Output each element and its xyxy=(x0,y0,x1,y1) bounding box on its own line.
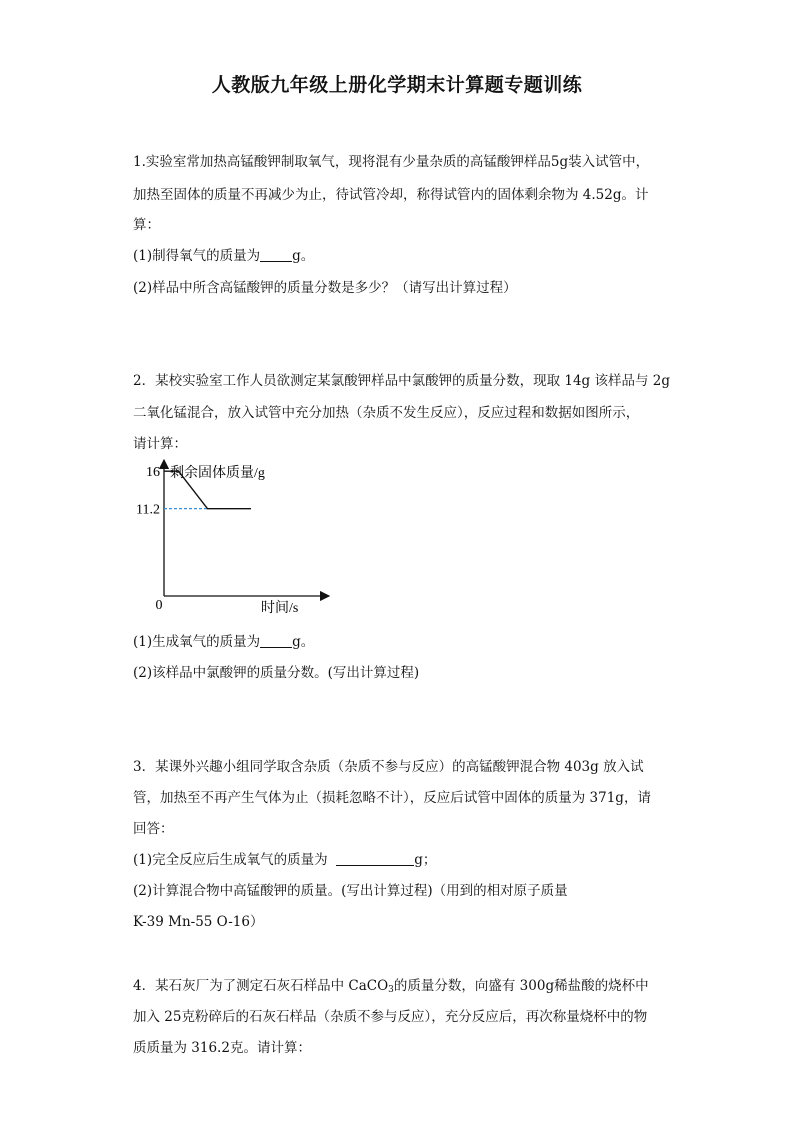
answer-blank[interactable] xyxy=(336,851,414,866)
q1-part-1-text: (1)制得氧气的质量为 xyxy=(133,248,261,264)
q3-line-2: 管，加热至不再产生气体为止（损耗忽略不计），反应后试管中固体的质量为 371g，请 xyxy=(133,790,651,806)
q3-part-1 xyxy=(133,848,436,868)
q2-line-3: 请计算： xyxy=(133,436,187,452)
q3-line-3: 回答： xyxy=(133,821,174,837)
q3-part-2: (2)计算混合物中高锰酸钾的质量。(写出计算过程)（用到的相对原子质量 xyxy=(133,883,568,899)
y-tick-label: 16 xyxy=(146,465,160,481)
q3-part-1-text: (1)完全反应后生成氧气的质量为 xyxy=(133,852,328,868)
q3-part-2-atomic-masses: K-39 Mn-55 O-16） xyxy=(133,914,264,930)
q1-part-1-unit: g。 xyxy=(292,248,315,264)
q1-part-1 xyxy=(133,244,314,264)
q2-line-2: 二氧化锰混合，放入试管中充分加热（杂质不发生反应），反应过程和数据如图所示， xyxy=(133,405,640,421)
answer-blank[interactable] xyxy=(260,247,292,262)
y-tick-label: 11.2 xyxy=(136,502,160,518)
x-axis-label: 时间/s xyxy=(261,601,299,616)
q4-line-2: 加入 25克粉碎后的石灰石样品（杂质不参与反应），充分反应后，再次称量烧杯中的物 xyxy=(133,1009,648,1025)
q4-line-3: 质质量为 316.2克。请计算： xyxy=(133,1040,311,1056)
q2-part-2: (2)该样品中氯酸钾的质量分数。(写出计算过程) xyxy=(133,665,420,681)
q4-line-1-a: 4．某石灰厂为了测定石灰石样品中 CaCO xyxy=(133,978,389,994)
page-title: 人教版九年级上册化学期末计算题专题训练 xyxy=(211,74,583,96)
q1-line-1: 1.实验室常加热高锰酸钾制取氧气，现将混有少量杂质的高锰酸钾样品5g装入试管中， xyxy=(133,154,650,170)
q4-line-1-b: 的质量分数，向盛有 300g稀盐酸的烧杯中 xyxy=(393,978,649,994)
q1-part-2: (2)样品中所含高锰酸钾的质量分数是多少？（请写出计算过程） xyxy=(133,280,517,296)
q1-line-3: 算： xyxy=(133,217,160,233)
mass-time-chart xyxy=(135,455,335,620)
q2-part-1-text: (1)生成氧气的质量为 xyxy=(133,634,261,650)
q2-part-1 xyxy=(133,630,314,650)
q2-part-1-unit: g。 xyxy=(292,634,315,650)
origin-label: 0 xyxy=(155,598,163,613)
q3-line-1: 3．某课外兴趣小组同学取含杂质（杂质不参与反应）的高锰酸钾混合物 403g 放入试 xyxy=(133,759,644,775)
q1-line-2: 加热至固体的质量不再减少为止，待试管冷却，称得试管内的固体剩余物为 4.52g。计 xyxy=(133,187,649,203)
q4-line-1 xyxy=(133,974,649,995)
q3-part-1-unit: g； xyxy=(414,852,437,868)
q2-line-1: 2．某校实验室工作人员欲测定某氯酸钾样品中氯酸钾的质量分数，现取 14g 该样品与 2g xyxy=(133,373,671,389)
answer-blank[interactable] xyxy=(260,633,292,648)
q4-subscript: 3 xyxy=(388,985,394,995)
y-axis-label: 剩余固体质量/g xyxy=(170,466,265,481)
